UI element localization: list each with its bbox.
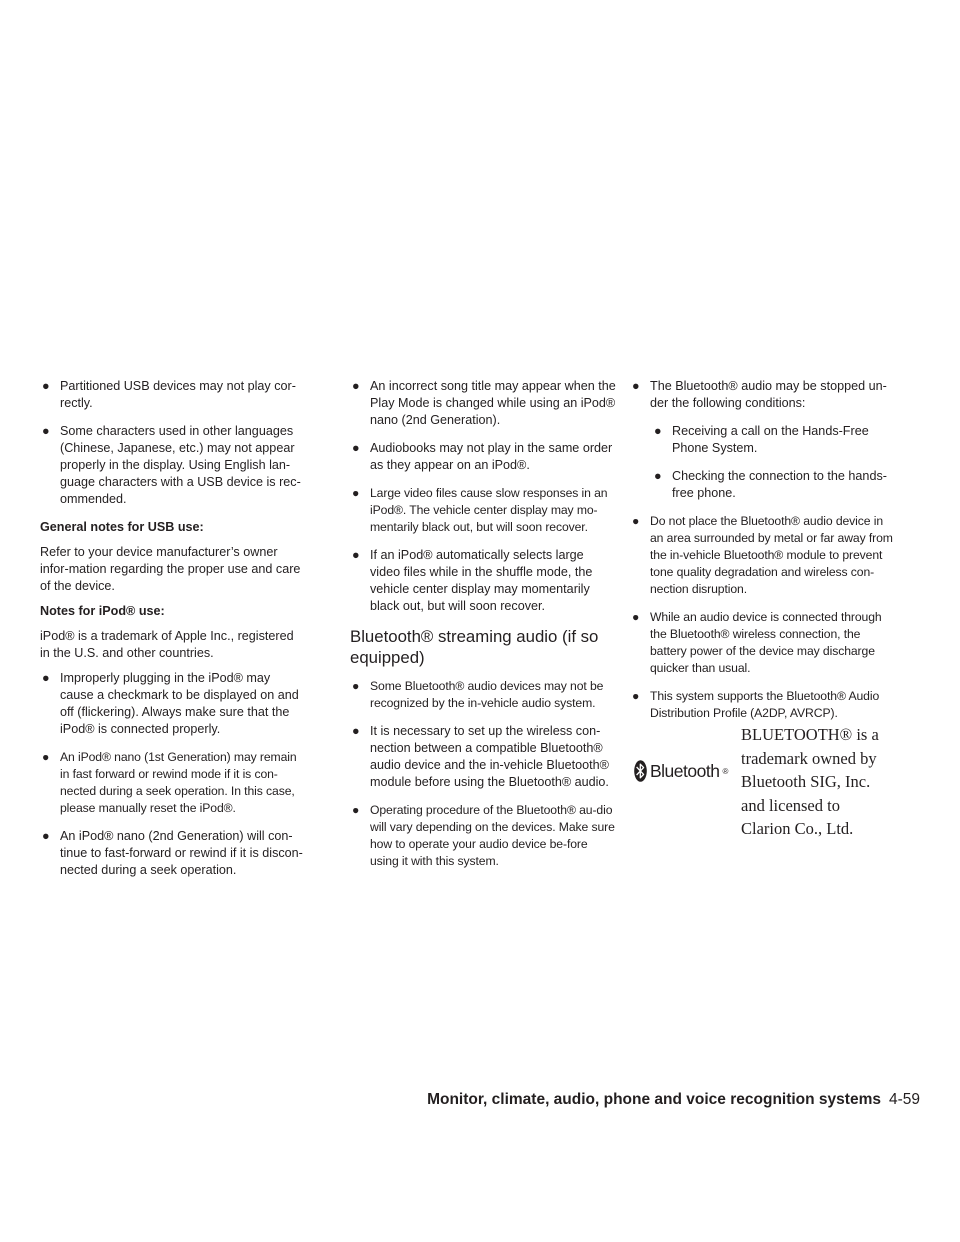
usb-notes-heading: General notes for USB use:	[40, 520, 204, 534]
page-number: 4-59	[888, 1091, 920, 1108]
bullet: ●	[352, 379, 360, 393]
bullet: ●	[352, 679, 360, 693]
bullet: ●	[654, 424, 662, 438]
bullet: ●	[632, 514, 640, 528]
bullet: ●	[632, 689, 640, 703]
bullet: ●	[632, 610, 640, 624]
list-item: ● It is necessary to set up the wireless con-nection between a compatible Bluetooth® audio device and the in-vehicle Bluetooth® module before using the Bluetooth® audio.	[352, 724, 609, 789]
ipod-notes-heading: Notes for iPod® use:	[40, 604, 165, 618]
list-item: ● Do not place the Bluetooth® audio device in an area surrounded by metal or far away from the in-vehicle Bluetooth® module to prevent tone quality degradation and wireless con-nection disruption.	[632, 514, 893, 596]
bluetooth-streaming-heading: Bluetooth® streaming audio (if so equipped)	[350, 627, 599, 667]
column-3	[630, 378, 896, 733]
list-item: ● Some Bluetooth® audio devices may not be recognized by the in-vehicle audio system.	[352, 679, 604, 710]
bluetooth-trademark-notice: BLUETOOTH® is a trademark owned by Bluetooth SIG, Inc. and licensed to Clarion Co., Ltd.	[741, 725, 879, 838]
registered-mark: ®	[722, 766, 729, 776]
list-item: ● Operating procedure of the Bluetooth® au-dio will vary depending on the devices. Make sure how to operate your audio device be-fore using it with this system.	[352, 803, 615, 868]
column-1	[40, 378, 306, 890]
sub-list-item: ● Receiving a call on the Hands-Free Phone System.	[654, 424, 869, 455]
list-item: ● Improperly plugging in the iPod® may cause a checkmark to be displayed on and off (flickering). Always make sure that the iPod® is connected properly.	[42, 671, 299, 736]
bullet: ●	[42, 671, 50, 685]
bullet: ●	[352, 724, 360, 738]
bullet: ●	[632, 379, 640, 393]
bullet: ●	[42, 379, 50, 393]
sub-list-item: ● Checking the connection to the hands-free phone.	[654, 469, 887, 500]
bullet: ●	[352, 441, 360, 455]
section-title: Monitor, climate, audio, phone and voice recognition systems	[427, 1091, 881, 1108]
list-item: ● Large video files cause slow responses in an iPod®. The vehicle center display may mo-mentarily black out, but will soon recover.	[352, 486, 608, 534]
bullet: ●	[352, 548, 360, 562]
list-item: ● An incorrect song title may appear when the Play Mode is changed while using an iPod® nano (2nd Generation).	[352, 379, 616, 427]
usb-notes-text: Refer to your device manufacturer’s owner infor-mation regarding the proper use and care of the device.	[40, 545, 301, 593]
list-item: ● An iPod® nano (1st Generation) may remain in fast forward or rewind mode if it is con-nected during a seek operation. In this case, please manually reset the iPod®.	[42, 750, 297, 815]
ipod-trademark-text: iPod® is a trademark of Apple Inc., registered in the U.S. and other countries.	[40, 629, 294, 660]
page-footer	[427, 1091, 920, 1109]
list-item: ● While an audio device is connected through the Bluetooth® wireless connection, the battery power of the device may discharge quicker than usual.	[632, 610, 882, 675]
bullet: ●	[654, 469, 662, 483]
bullet: ●	[42, 750, 50, 764]
list-item: ● Some characters used in other languages (Chinese, Japanese, etc.) may not appear properly in the display. Using English lan-guage characters with a USB device is rec-ommended.	[42, 424, 301, 506]
list-item: ● The Bluetooth® audio may be stopped un-der the following conditions:	[632, 379, 887, 410]
bluetooth-logo	[634, 760, 728, 782]
bullet: ●	[42, 424, 50, 438]
bluetooth-logo-wordmark: Bluetooth	[650, 760, 720, 781]
list-item: ● Partitioned USB devices may not play cor-rectly.	[42, 379, 296, 410]
bullet: ●	[352, 803, 360, 817]
list-item: ● Audiobooks may not play in the same order as they appear on an iPod®.	[352, 441, 613, 472]
list-item: ● If an iPod® automatically selects large video files while in the shuffle mode, the vehicle center display may momentarily black out, but will soon recover.	[352, 548, 593, 613]
bullet: ●	[42, 829, 50, 843]
list-item: ● An iPod® nano (2nd Generation) will con-tinue to fast-forward or rewind if it is discon-nected during a seek operation.	[42, 829, 303, 877]
bluetooth-rune-icon	[634, 760, 647, 782]
column-2	[350, 378, 616, 881]
bullet: ●	[352, 486, 360, 500]
list-item: ● This system supports the Bluetooth® Audio Distribution Profile (A2DP, AVRCP).	[632, 689, 880, 720]
